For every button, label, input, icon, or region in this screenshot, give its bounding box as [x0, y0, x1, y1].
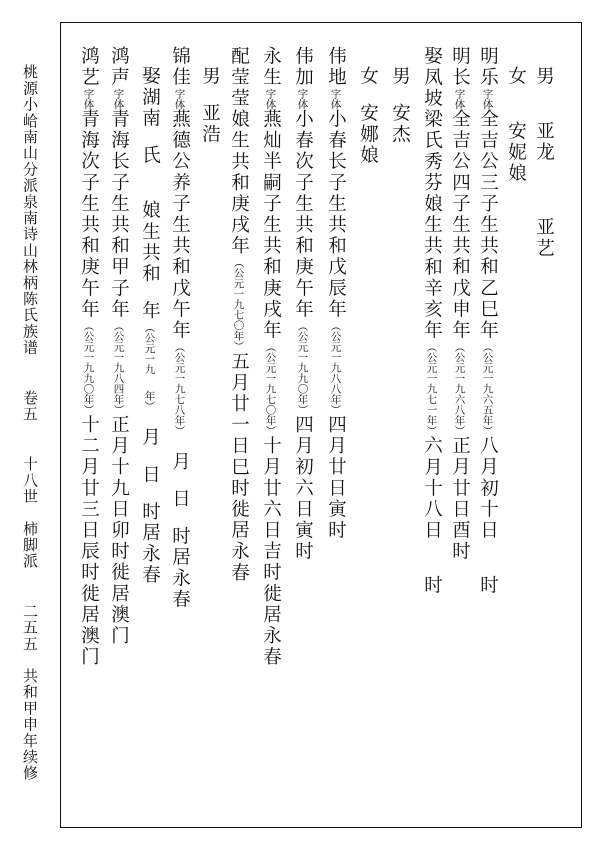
col14-part6: 月	[139, 427, 161, 449]
col5-part1: （公元一九七一年）	[425, 341, 438, 436]
col3-part0: 明乐	[477, 46, 499, 89]
col9-part0: 伟加	[292, 46, 314, 89]
column-13	[170, 46, 189, 610]
column-4	[450, 46, 469, 562]
col10-part1: 字体	[264, 88, 277, 110]
col9-part2: 小春次子生共和庚午年	[292, 109, 314, 321]
col14-part8: 时居永春	[139, 501, 161, 587]
column-10	[261, 46, 280, 668]
col11-part1: （公元一九七〇年）	[232, 257, 245, 352]
col14-part2: 娘生共和	[139, 200, 161, 285]
col4-part3: （公元一九六八年）	[453, 341, 466, 436]
col9-part3: （公元一九九〇年）	[296, 320, 309, 415]
col15-part3: （公元一九八四年）	[112, 320, 125, 415]
column-8	[326, 46, 345, 541]
col8-part2: 小春长子生共和戊辰年	[325, 109, 347, 321]
volume-label: 卷五	[21, 389, 39, 423]
col8-part0: 伟地	[325, 46, 347, 89]
col12-part1: 亚浩	[199, 103, 221, 146]
col3-part5: 时	[477, 575, 499, 597]
col11-part2: 五月廿一日巳时徙居永春	[228, 351, 250, 584]
col3-part4: 八月初十日	[477, 435, 499, 542]
col2-part1: 安妮娘	[505, 121, 527, 185]
column-6	[390, 66, 409, 145]
col1-part2: 亚艺	[533, 217, 555, 260]
col16-part1: 字体	[82, 88, 95, 110]
col15-part2: 青海长子生共和甲子年	[108, 109, 130, 321]
col13-part6: 时居永春	[169, 526, 191, 611]
col8-part1: 字体	[329, 88, 342, 110]
col3-part2: 全吉公三子生共和乙巳年	[477, 109, 499, 342]
book-title: 桃源小峆南山分派泉南诗山林柄陈氏族谱	[21, 64, 39, 356]
column-12	[200, 66, 219, 145]
column-11	[229, 46, 248, 584]
col5-part2: 六月十八日	[421, 435, 443, 542]
col15-part0: 鸿声	[108, 46, 130, 89]
col6-part0: 男	[389, 66, 411, 88]
col9-part1: 字体	[296, 88, 309, 110]
column-5	[422, 46, 441, 597]
column-3	[478, 46, 497, 596]
col15-part4: 正月十九日卯时徙居澳门	[108, 414, 130, 647]
col13-part1: 字体	[173, 88, 186, 110]
column-9	[293, 46, 312, 562]
column-7	[358, 66, 377, 166]
column-1	[534, 66, 553, 260]
col14-part4: （公元一九	[143, 321, 156, 375]
col10-part0: 永生	[260, 46, 282, 89]
col13-part2: 燕德公养子生共和戊午年	[169, 109, 191, 342]
branch-label: 柿脚派	[21, 520, 39, 570]
col15-part1: 字体	[112, 88, 125, 110]
col8-part4: 四月廿日寅时	[325, 414, 347, 542]
col14-part0: 娶湖南	[139, 66, 161, 130]
col12-part0: 男	[199, 66, 221, 88]
col1-part1: 亚龙	[533, 121, 555, 164]
col14-part5: 年）	[143, 390, 156, 412]
col6-part1: 安杰	[389, 103, 411, 146]
column-16	[79, 46, 98, 668]
col16-part2: 青海次子生共和庚午年	[78, 109, 100, 321]
side-header	[22, 64, 37, 781]
column-14	[140, 66, 159, 586]
col10-part4: 十月廿六日吉时徙居永春	[260, 435, 282, 668]
col5-part3: 时	[421, 575, 443, 597]
col7-part1: 安娜娘	[357, 103, 379, 167]
edition-label: 共和甲申年续修	[21, 667, 39, 782]
column-15	[109, 46, 128, 647]
col14-part3: 年	[139, 300, 161, 322]
col13-part0: 锦佳	[169, 46, 191, 89]
page-number: 二五五	[21, 603, 39, 652]
col13-part3: （公元一九七八年）	[173, 341, 186, 436]
col3-part3: （公元一九六五年）	[481, 341, 494, 436]
col14-part7: 日	[139, 464, 161, 486]
col14-part1: 氏	[139, 145, 161, 167]
col16-part0: 鸿艺	[78, 46, 100, 89]
col16-part3: （公元一九九〇年）	[82, 320, 95, 415]
col13-part4: 月	[169, 451, 191, 473]
col10-part3: （公元一九七〇年）	[264, 341, 277, 436]
col2-part0: 女	[505, 66, 527, 88]
col7-part0: 女	[357, 66, 379, 88]
generation-label: 十八世	[21, 456, 39, 505]
col9-part4: 四月初六日寅时	[292, 414, 314, 563]
col10-part2: 燕灿半嗣子生共和庚戌年	[260, 109, 282, 342]
col16-part4: 十二月廿三日辰时徙居澳门	[78, 414, 100, 668]
column-2	[506, 66, 525, 184]
col11-part0: 配莹莹娘生共和庚戌年	[228, 46, 250, 257]
col4-part2: 全吉公四子生共和戊申年	[449, 109, 471, 342]
col8-part3: （公元一九八八年）	[329, 320, 342, 415]
col4-part0: 明长	[449, 46, 471, 89]
col1-part0: 男	[533, 66, 555, 88]
col5-part0: 娶凤坡梁氏秀芬娘生共和辛亥年	[421, 46, 443, 342]
col4-part1: 字体	[453, 88, 466, 110]
col3-part1: 字体	[481, 88, 494, 110]
col4-part4: 正月廿日酉时	[449, 435, 471, 563]
col13-part5: 日	[169, 488, 191, 511]
text-frame	[60, 22, 582, 828]
